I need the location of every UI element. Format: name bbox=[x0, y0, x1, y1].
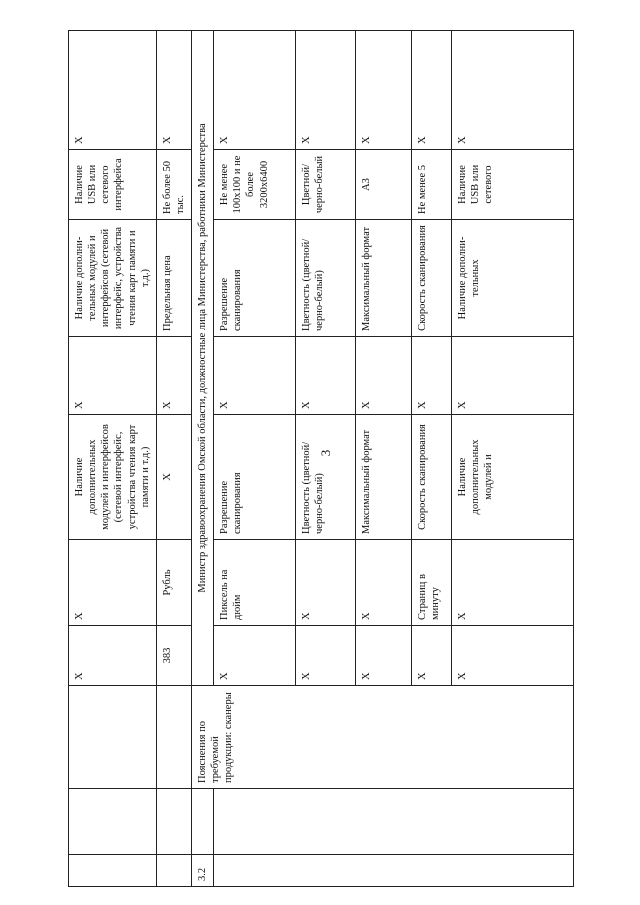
cell-ministry-characteristic: Разрешение сканирования bbox=[214, 220, 296, 337]
rotated-table-container bbox=[68, 31, 564, 887]
cell-ministry-value: Не менее 5 bbox=[412, 150, 452, 220]
cell-ministry-characteristic: Скорость сканирования bbox=[412, 220, 452, 337]
cell-ministry-characteristic: Наличие дополни-тельных bbox=[452, 220, 574, 337]
cell-unit-code: X bbox=[296, 626, 356, 686]
cell-justification: X bbox=[452, 31, 574, 150]
cell-characteristic: Скорость сканирования bbox=[412, 415, 452, 540]
cell-value: X bbox=[356, 337, 412, 415]
cell-justification: X bbox=[412, 31, 452, 150]
cell-unit-code: X bbox=[412, 626, 452, 686]
section-responsible: Министр здравоохранения Омской области, должностные лица Министерства, работники Министерства bbox=[192, 31, 214, 686]
cell-value: X bbox=[214, 337, 296, 415]
cell-number bbox=[214, 855, 574, 887]
cell-characteristic: Наличие дополнительных модулей и интерфейсов (сетевой интерфейс, устройства чтения карт памяти и т.д.) bbox=[69, 415, 157, 540]
cell-characteristic: X bbox=[156, 415, 191, 540]
cell-unit: X bbox=[356, 540, 412, 626]
cell-unit: Рубль bbox=[156, 540, 191, 626]
cell-unit-code: 383 bbox=[156, 626, 191, 686]
cell-justification: X bbox=[69, 31, 157, 150]
cell-unit-code: X bbox=[356, 626, 412, 686]
cell-value: X bbox=[412, 337, 452, 415]
section-title: Пояснения по требуемой продукции: сканеры bbox=[192, 686, 574, 789]
cell-unit-code: X bbox=[214, 626, 296, 686]
cell-title bbox=[156, 686, 191, 789]
cell-justification: X bbox=[156, 31, 191, 150]
section-number: 3.2 bbox=[192, 855, 214, 887]
cell-value: X bbox=[452, 337, 574, 415]
table-row-price bbox=[156, 31, 191, 887]
cell-ministry-value: A3 bbox=[356, 150, 412, 220]
cell-ministry-characteristic: Наличие дополни-тельных модулей и интерфейсов (сетевой интерфейс, устройства чтения карт памяти и т.д.) bbox=[69, 220, 157, 337]
cell-ministry-value: Цветной/черно-белый bbox=[296, 150, 356, 220]
cell-characteristic: Разрешение сканирования bbox=[214, 415, 296, 540]
cell-ministry-characteristic: Максимальный формат bbox=[356, 220, 412, 337]
cell-unit: Пиксель на дюйм bbox=[214, 540, 296, 626]
cell-characteristic: Цветность (цветной/черно-белый) bbox=[296, 415, 356, 540]
cell-justification: X bbox=[296, 31, 356, 150]
cell-unit: X bbox=[452, 540, 574, 626]
cell-ministry-characteristic: Цветность (цветной/черно-белый) bbox=[296, 220, 356, 337]
cell-ministry-value: Не менее 100x100 и не более 3200x6400 bbox=[214, 150, 296, 220]
cell-unit-code: X bbox=[452, 626, 574, 686]
cell-ministry-value: Наличие USB или сетевого интерфейса bbox=[69, 150, 157, 220]
cell-number bbox=[156, 855, 191, 887]
cell-title bbox=[69, 686, 157, 789]
cell-value: X bbox=[156, 337, 191, 415]
table-row-top bbox=[69, 31, 157, 887]
cell-value: X bbox=[69, 337, 157, 415]
cell-unit-code: X bbox=[69, 626, 157, 686]
cell-code bbox=[69, 789, 157, 855]
table-row-section-band bbox=[192, 31, 214, 887]
cell-unit: X bbox=[69, 540, 157, 626]
cell-code bbox=[156, 789, 191, 855]
cell-unit: Страниц в минуту bbox=[412, 540, 452, 626]
cell-justification: X bbox=[214, 31, 296, 150]
page-number: 3 bbox=[318, 449, 333, 457]
cell-characteristic: Наличие дополнительных модулей и bbox=[452, 415, 574, 540]
cell-ministry-characteristic: Предельная цена bbox=[156, 220, 191, 337]
cell-code bbox=[192, 789, 214, 855]
cell-ministry-value: Не более 50 тыс. bbox=[156, 150, 191, 220]
cell-justification: X bbox=[356, 31, 412, 150]
cell-code bbox=[214, 789, 574, 855]
cell-number bbox=[69, 855, 157, 887]
scanner-spec-table bbox=[68, 30, 574, 887]
cell-unit: X bbox=[296, 540, 356, 626]
cell-characteristic: Максимальный формат bbox=[356, 415, 412, 540]
cell-value: X bbox=[296, 337, 356, 415]
cell-ministry-value: Наличие USB или сетевого bbox=[452, 150, 574, 220]
